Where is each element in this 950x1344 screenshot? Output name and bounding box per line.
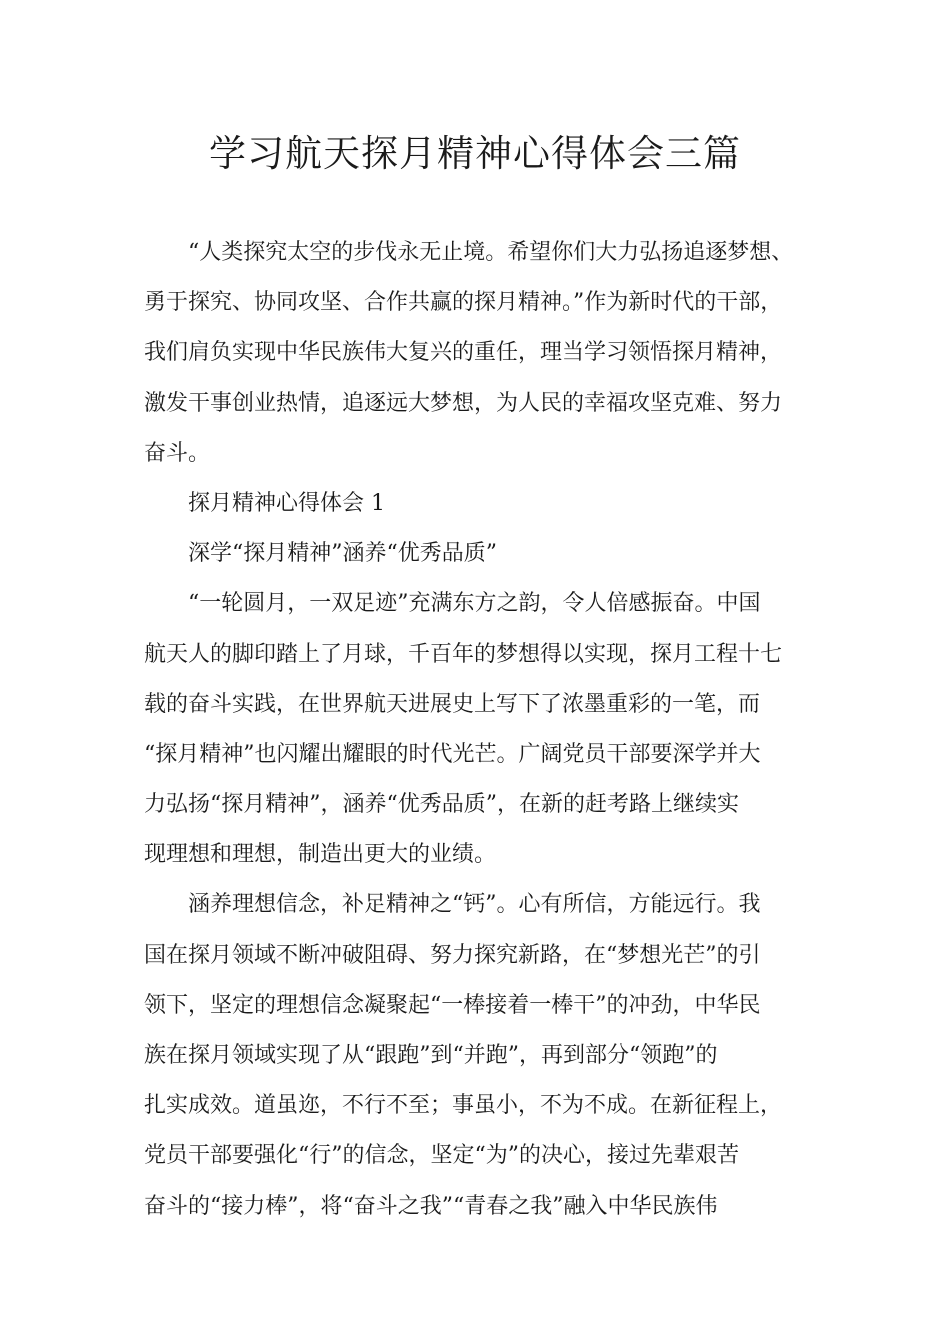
paragraph-line: 国在探月领域不断冲破阻碍、努力探究新路，在“梦想光芒”的引 <box>144 942 761 968</box>
paragraph-line: 奋斗的“接力棒”，将“奋斗之我”“青春之我”融入中华民族伟 <box>144 1193 718 1219</box>
paragraph-line: 载的奋斗实践，在世界航天进展史上写下了浓墨重彩的一笔，而 <box>144 691 761 717</box>
paragraph-line: 奋斗。 <box>144 440 211 466</box>
document-title: 学习航天探月精神心得体会三篇 <box>209 132 741 175</box>
document-body <box>144 228 814 1232</box>
paragraph-line: 勇于探究、协同攻坚、合作共赢的探月精神。”作为新时代的干部， <box>144 290 783 316</box>
paragraph-line: 航天人的脚印踏上了月球，千百年的梦想得以实现，探月工程十七 <box>144 641 783 667</box>
section-subheading: 深学“探月精神”涵养“优秀品质” <box>188 541 497 567</box>
paragraph-line: 族在探月领域实现了从“跟跑”到“并跑”，再到部分“领跑”的 <box>144 1043 718 1068</box>
paragraph-line: 党员干部要强化“行”的信念，坚定“为”的决心，接过先辈艰苦 <box>144 1143 739 1169</box>
paragraph-line: 现理想和理想，制造出更大的业绩。 <box>144 842 497 868</box>
paragraph-line: 涵养理想信念，补足精神之“钙”。心有所信，方能远行。我 <box>188 892 761 918</box>
paragraph-line: 领下，坚定的理想信念凝聚起“一棒接着一棒干”的冲劲，中华民 <box>144 992 761 1018</box>
paragraph-line: “探月精神”也闪耀出耀眼的时代光芒。广阔党员干部要深学并大 <box>144 741 761 767</box>
paragraph-line: 我们肩负实现中华民族伟大复兴的重任，理当学习领悟探月精神， <box>144 340 783 366</box>
paragraph-line: 扎实成效。道虽迩，不行不至；事虽小，不为不成。在新征程上， <box>144 1093 783 1119</box>
paragraph-line: “一轮圆月，一双足迹”充满东方之韵，令人倍感振奋。中国 <box>188 591 761 617</box>
paragraph-line: 力弘扬“探月精神”，涵养“优秀品质”，在新的赶考路上继续实 <box>144 792 739 818</box>
paragraph-line: 激发干事创业热情，追逐远大梦想，为人民的幸福攻坚克难、努力 <box>144 390 783 416</box>
paragraph-line: “人类探究太空的步伐永无止境。希望你们大力弘扬追逐梦想、 <box>188 240 794 265</box>
section-heading: 探月精神心得体会 1 <box>188 490 385 516</box>
